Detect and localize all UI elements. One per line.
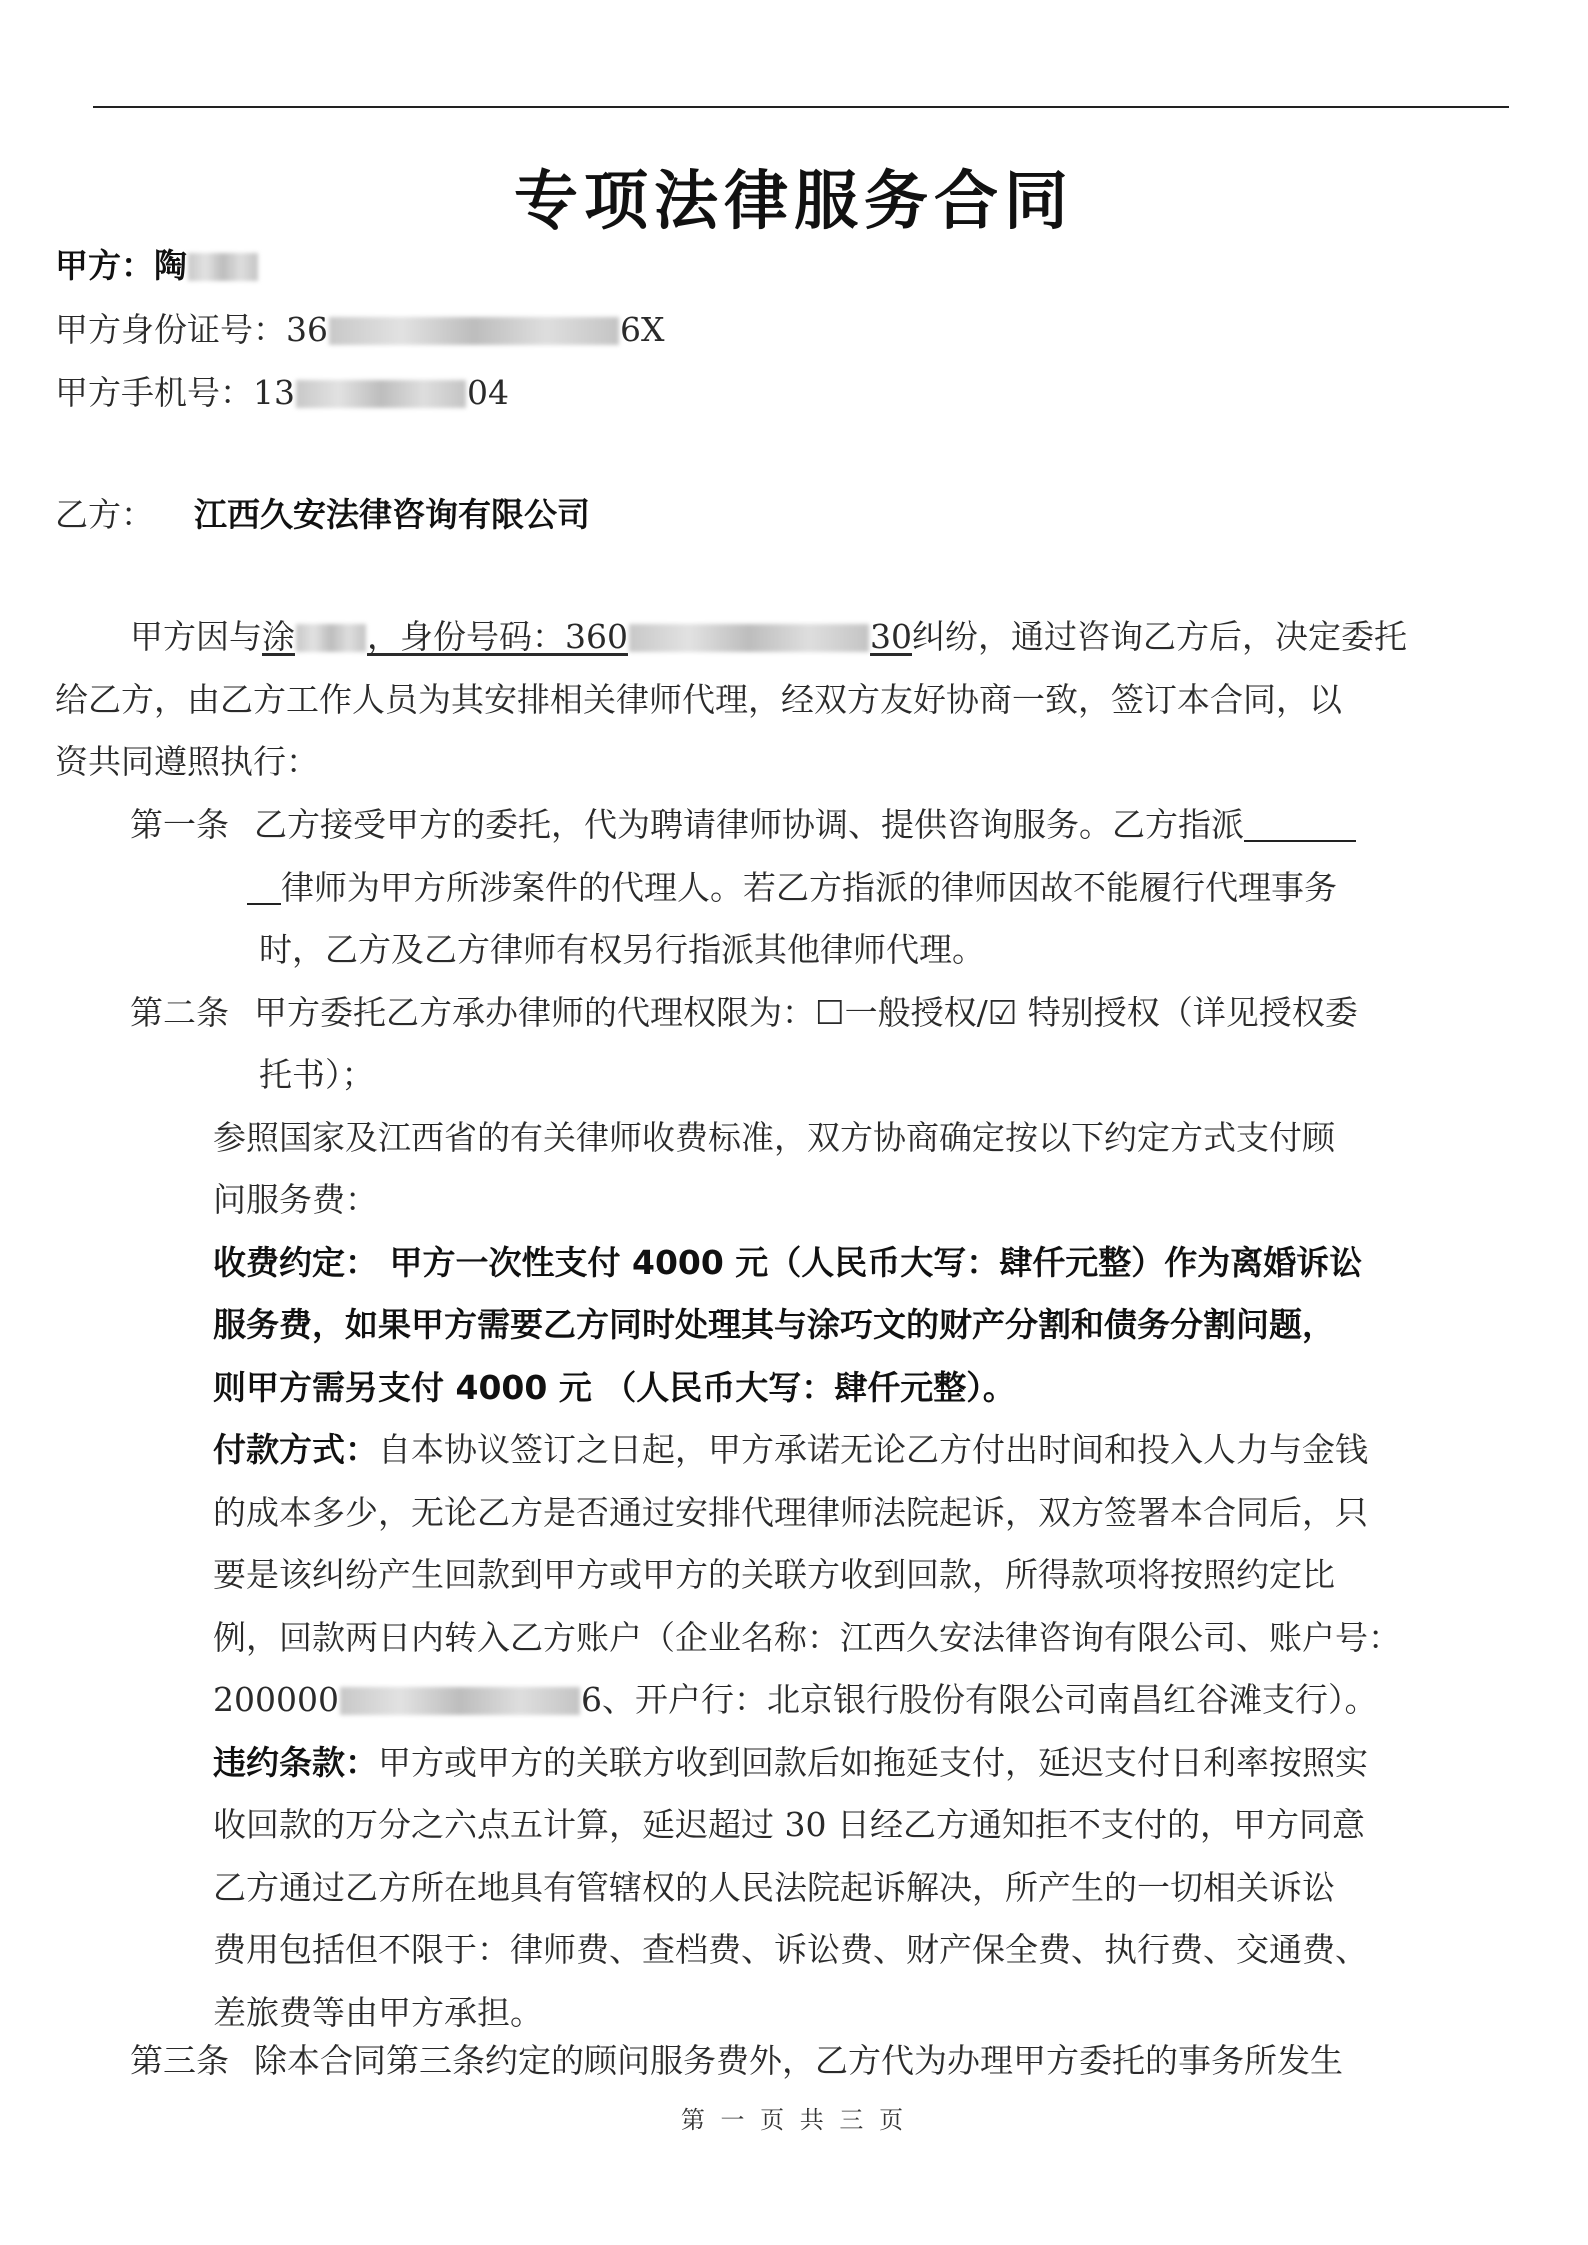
- article2-label: 第二条: [130, 993, 229, 1032]
- breach-label: 违约条款：: [213, 1743, 378, 1782]
- party-a-label: 甲方：: [55, 246, 154, 285]
- article2-text: 甲方委托乙方承办律师的代理权限为：: [254, 993, 815, 1032]
- article3-line-1: [130, 2041, 1343, 2081]
- account-prefix: 200000: [213, 1680, 339, 1719]
- fee-text: 甲方一次性支付 4000 元（人民币大写：肆仟元整）作为离婚诉讼: [378, 1243, 1363, 1282]
- party-b-label: 乙方：: [55, 495, 154, 534]
- party-a-phone-line: [55, 373, 509, 413]
- ref-line-1: 参照国家及江西省的有关律师收费标准，双方协商确定按以下约定方式支付顾: [213, 1118, 1335, 1157]
- party-a-id-line: [55, 310, 665, 350]
- intro-counterparty-name: 涂: [262, 617, 295, 656]
- breach-line-1: [213, 1743, 1368, 1783]
- intro-line-2: 给乙方，由乙方工作人员为其安排相关律师代理，经双方友好协商一致，签订本合同，以: [55, 680, 1342, 719]
- page-footer: 第 一 页 共 三 页: [680, 2106, 908, 2134]
- party-a-phone-prefix: 13: [253, 373, 295, 412]
- breach-line-5: 差旅费等由甲方承担。: [213, 1993, 543, 2032]
- article1-label: 第一条: [130, 805, 229, 844]
- redacted-account: [340, 1687, 580, 1715]
- article1-line-2: [247, 868, 1337, 908]
- breach-line-2: 收回款的万分之六点五计算，延迟超过 30 日经乙方通知拒不支付的，甲方同意: [213, 1805, 1365, 1844]
- option-general: 一般授权/: [844, 993, 988, 1032]
- article3-text: 除本合同第三条约定的顾问服务费外，乙方代为办理甲方委托的事务所发生: [254, 2041, 1343, 2080]
- article1-text: 乙方接受甲方的委托，代为聘请律师协调、提供咨询服务。乙方指派: [254, 805, 1244, 844]
- party-a-name: 陶: [154, 246, 187, 285]
- pay-line-4: 例，回款两日内转入乙方账户（企业名称：江西久安法律咨询有限公司、账户号：: [213, 1618, 1401, 1657]
- fee-line-1: [213, 1243, 1362, 1283]
- checkbox-special-icon[interactable]: ☑: [987, 993, 1018, 1032]
- checkbox-general-icon[interactable]: ☐: [815, 993, 845, 1032]
- option-special: 特别授权（详见授权委: [1017, 993, 1358, 1032]
- article1-text: 律师为甲方所涉案件的代理人。若乙方指派的律师因故不能履行代理事务: [281, 868, 1337, 907]
- intro-text: 甲方因与: [130, 617, 262, 656]
- pay-line-3: 要是该纠纷产生回款到甲方或甲方的关联方收到回款，所得款项将按照约定比: [213, 1555, 1335, 1594]
- page-title: 专项法律服务合同: [514, 165, 1074, 239]
- article1-line-1: [130, 805, 1356, 845]
- intro-line-1: [130, 617, 1407, 657]
- fee-line-2: 服务费，如果甲方需要乙方同时处理其与涂巧文的财产分割和债务分割问题，: [213, 1305, 1335, 1344]
- redacted-name: [296, 624, 366, 652]
- redacted-name: [188, 253, 258, 281]
- article1-line-3: 时，乙方及乙方律师有权另行指派其他律师代理。: [259, 930, 985, 969]
- party-b-name: 江西久安法律咨询有限公司: [194, 495, 590, 534]
- pay-line-1: [213, 1430, 1368, 1470]
- pay-label: 付款方式：: [213, 1430, 378, 1469]
- article3-label: 第三条: [130, 2041, 229, 2080]
- top-rule: [93, 106, 1509, 108]
- party-a-line: [55, 246, 259, 286]
- pay-line-5: [213, 1680, 1377, 1720]
- ref-line-2: 问服务费：: [213, 1180, 378, 1219]
- party-b-line: [55, 495, 590, 535]
- lawyer-blank[interactable]: [1244, 812, 1356, 842]
- party-a-phone-label: 甲方手机号：: [55, 373, 253, 412]
- redacted-phone: [296, 380, 466, 408]
- account-suffix: 6、开户行：北京银行股份有限公司南昌红谷滩支行）。: [580, 1680, 1378, 1719]
- intro-line-3: 资共同遵照执行：: [55, 742, 319, 781]
- pay-line-2: 的成本多少，无论乙方是否通过安排代理律师法院起诉，双方签署本合同后，只: [213, 1493, 1368, 1532]
- intro-text-end: 纠纷，通过咨询乙方后，决定委托: [912, 617, 1407, 656]
- breach-line-4: 费用包括但不限于：律师费、查档费、诉讼费、财产保全费、执行费、交通费、: [213, 1930, 1368, 1969]
- party-a-id-prefix: 36: [286, 310, 328, 349]
- intro-counterparty: [262, 617, 912, 656]
- lawyer-blank-cont[interactable]: [247, 875, 281, 905]
- breach-text: 甲方或甲方的关联方收到回款后如拖延支付，延迟支付日利率按照实: [378, 1743, 1368, 1782]
- party-a-id-suffix: 6X: [620, 310, 665, 349]
- redacted-id: [329, 317, 619, 345]
- party-a-id-label: 甲方身份证号：: [55, 310, 286, 349]
- pay-text: 自本协议签订之日起，甲方承诺无论乙方付出时间和投入人力与金钱: [378, 1430, 1368, 1469]
- fee-label: 收费约定：: [213, 1243, 378, 1282]
- breach-line-3: 乙方通过乙方所在地具有管辖权的人民法院起诉解决，所产生的一切相关诉讼: [213, 1868, 1335, 1907]
- article2-line-2: 托书）；: [259, 1055, 375, 1094]
- party-a-phone-suffix: 04: [467, 373, 509, 412]
- fee-line-3: 则甲方需另支付 4000 元 （人民币大写：肆仟元整）。: [213, 1368, 1016, 1407]
- intro-id-suffix: 30: [870, 617, 912, 656]
- intro-id-label: ，身份号码：360: [367, 617, 628, 656]
- redacted-id: [629, 624, 869, 652]
- article2-line-1: [130, 993, 1358, 1033]
